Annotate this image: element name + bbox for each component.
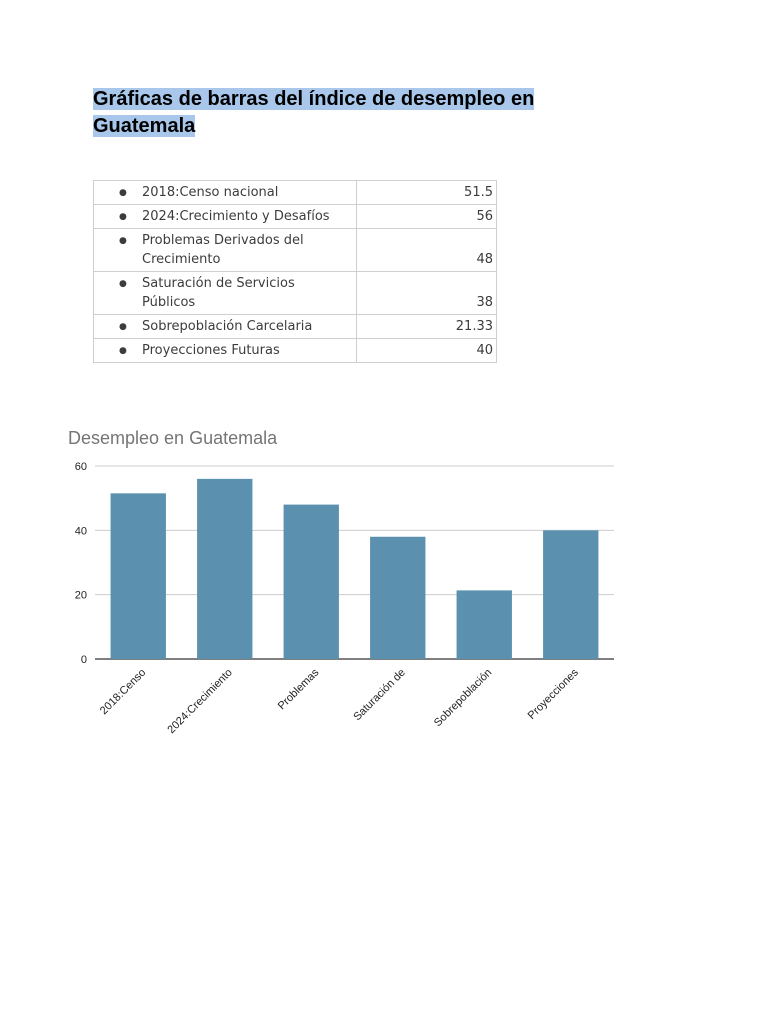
table-row [94,205,497,229]
chart-bar [197,479,252,659]
table-cell-value: 51.5 [357,181,497,205]
chart-bar [370,537,425,659]
table-cell-value: 48 [357,229,497,272]
x-tick-label: Problemas [275,666,322,713]
bullet-icon: ● [119,322,127,332]
table-cell-label: ● 2024:Crecimiento y Desafíos [94,205,357,229]
y-tick-label: 60 [74,461,87,473]
bullet-icon: ● [119,188,127,198]
table-cell-label: ● 2018:Censo nacional [94,181,357,205]
table-row [94,339,497,363]
bullet-icon: ● [119,236,127,246]
table-cell-value: 38 [357,272,497,315]
table-cell-label: ● Proyecciones Futuras [94,339,357,363]
bullet-icon: ● [119,212,127,222]
y-tick-label: 20 [74,589,87,602]
table-row [94,229,497,272]
document-title [93,86,593,140]
bar-chart-svg [60,420,640,750]
table-cell-label: ● Problemas Derivados del Crecimiento [94,229,357,272]
document-title-text: Gráficas de barras del índice de desempleo en Guatemala [93,88,535,137]
bullet-icon: ● [119,279,127,289]
y-tick-label: 0 [80,654,87,666]
chart-bar [284,505,339,659]
chart-bar [457,590,512,659]
table-row [94,181,497,205]
table-cell-value: 56 [357,205,497,229]
x-tick-label: Proyecciones [525,666,581,722]
chart-bar [111,493,166,659]
table-cell-value: 21.33 [357,315,497,339]
y-tick-label: 40 [74,525,87,538]
bullet-icon: ● [119,346,127,356]
table-row [94,272,497,315]
table-cell-label: ● Sobrepoblación Carcelaria [94,315,357,339]
bar-chart [60,420,640,750]
x-tick-label: 2024:Crecimiento [165,666,235,737]
x-tick-label: Sobrepoblación [431,666,495,730]
chart-bar [543,530,598,659]
table-cell-label: ● Saturación de Servicios Públicos [94,272,357,315]
x-tick-label: Saturación de [351,666,408,724]
table-cell-value: 40 [357,339,497,363]
x-tick-label: 2018:Censo [97,666,149,718]
table-row [94,315,497,339]
chart-title: Desempleo en Guatemala [68,428,278,448]
data-table [93,180,497,363]
